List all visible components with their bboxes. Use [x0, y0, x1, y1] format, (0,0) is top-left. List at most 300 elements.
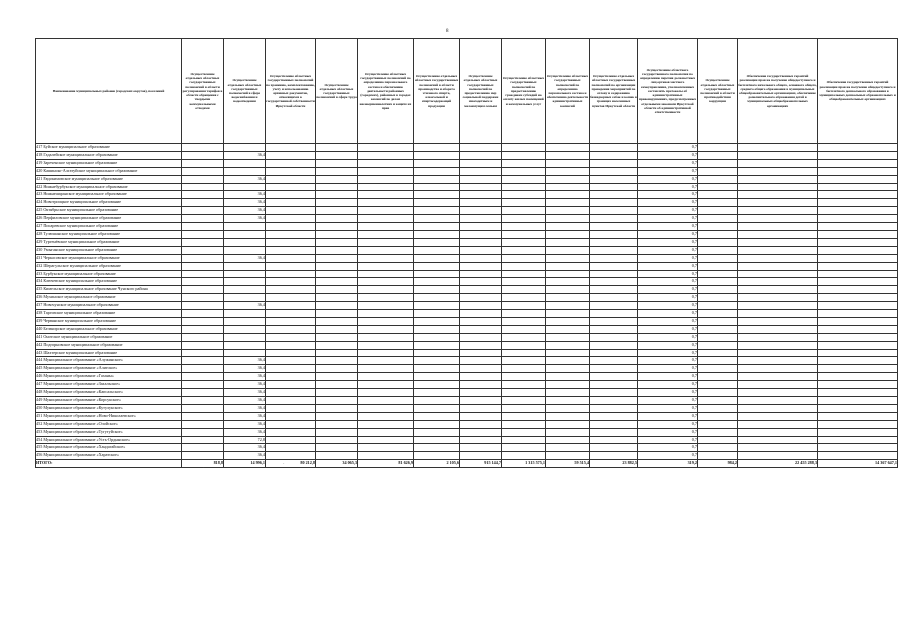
value-cell	[546, 262, 590, 270]
value-cell	[546, 151, 590, 159]
table-row	[36, 310, 898, 318]
row-number: 432	[36, 262, 43, 268]
row-name: Новочунское муниципальное образование	[43, 302, 119, 308]
value-cell	[546, 389, 590, 397]
row-name-cell	[36, 199, 182, 207]
value-cell	[358, 191, 414, 199]
total-value: 984,2	[698, 460, 738, 468]
value-cell: 0,7	[638, 175, 698, 183]
value-cell	[590, 381, 638, 389]
value-cell	[502, 333, 546, 341]
value-cell	[316, 270, 358, 278]
table-row	[36, 159, 898, 167]
value-cell	[546, 310, 590, 318]
value-cell	[738, 246, 818, 254]
value-cell	[738, 278, 818, 286]
value-cell	[266, 199, 316, 207]
value-cell	[698, 404, 738, 412]
value-cell	[358, 223, 414, 231]
value-cell	[590, 215, 638, 223]
row-name: Бельчирское муниципальное образование	[43, 325, 118, 331]
value-cell	[266, 365, 316, 373]
value-cell	[224, 310, 266, 318]
value-cell	[590, 199, 638, 207]
value-cell	[460, 159, 502, 167]
table-row	[36, 333, 898, 341]
value-cell	[502, 262, 546, 270]
value-cell	[698, 199, 738, 207]
value-cell	[502, 254, 546, 262]
value-cell	[502, 151, 546, 159]
value-cell	[182, 215, 224, 223]
value-cell	[316, 159, 358, 167]
table-row	[36, 151, 898, 159]
value-cell	[818, 207, 898, 215]
value-cell	[266, 302, 316, 310]
row-name-cell	[36, 381, 182, 389]
value-cell	[546, 238, 590, 246]
value-cell	[546, 325, 590, 333]
value-cell	[502, 159, 546, 167]
value-cell	[590, 412, 638, 420]
value-cell	[358, 357, 414, 365]
value-cell	[546, 167, 590, 175]
value-cell	[414, 159, 460, 167]
value-cell	[818, 373, 898, 381]
value-cell	[502, 207, 546, 215]
row-name-cell	[36, 373, 182, 381]
value-cell	[818, 167, 898, 175]
value-cell	[316, 325, 358, 333]
value-cell	[224, 230, 266, 238]
row-number: 434	[36, 278, 43, 284]
row-number: 433	[36, 270, 43, 276]
value-cell	[546, 223, 590, 231]
table-row	[36, 167, 898, 175]
value-cell	[316, 191, 358, 199]
value-cell	[590, 357, 638, 365]
row-name-cell	[36, 412, 182, 420]
value-cell	[224, 278, 266, 286]
row-number: 450	[36, 404, 43, 410]
subvention-table	[35, 38, 898, 468]
value-cell	[818, 151, 898, 159]
value-cell	[460, 175, 502, 183]
value-cell	[460, 278, 502, 286]
value-cell	[818, 254, 898, 262]
value-cell	[358, 230, 414, 238]
value-cell	[182, 373, 224, 381]
value-cell	[698, 159, 738, 167]
value-cell: 0,7	[638, 191, 698, 199]
header-cell: Осуществление отдельных областных государственных полномочий в сфере водоснабжения и водоотведения	[224, 39, 266, 144]
row-name: Черкасовское муниципальное образование	[43, 254, 120, 260]
value-cell	[590, 262, 638, 270]
value-cell	[182, 404, 224, 412]
header-cell: Осуществление отдельных областных государственных полномочий в области производства и оборота этилового спирта, алкогольной и спиртосодержащей продукции	[414, 39, 460, 144]
row-name: Перфиловское муниципальное образование	[43, 215, 122, 221]
value-cell	[182, 412, 224, 420]
value-cell	[546, 412, 590, 420]
value-cell	[818, 215, 898, 223]
value-cell	[414, 428, 460, 436]
value-cell	[460, 238, 502, 246]
value-cell	[698, 270, 738, 278]
value-cell	[738, 207, 818, 215]
value-cell	[738, 420, 818, 428]
value-cell: 0,7	[638, 365, 698, 373]
value-cell	[224, 183, 266, 191]
table-row	[36, 381, 898, 389]
value-cell	[316, 207, 358, 215]
header-cell: Осуществление областных государственных полномочий по определению персонального состава и обеспечению деятельности районных (городских), районных в городах комиссий по делам несовершеннолетних и защите их прав	[358, 39, 414, 144]
value-cell	[818, 397, 898, 405]
total-label: ИТОГО:	[36, 460, 182, 468]
value-cell	[414, 325, 460, 333]
row-name: Муниципальное образование «Корсукское»	[43, 397, 121, 402]
value-cell	[590, 310, 638, 318]
value-cell	[502, 412, 546, 420]
value-cell	[358, 389, 414, 397]
value-cell	[414, 302, 460, 310]
value-cell	[546, 144, 590, 152]
value-cell	[590, 365, 638, 373]
value-cell	[358, 452, 414, 460]
value-cell	[460, 191, 502, 199]
value-cell	[266, 286, 316, 294]
value-cell	[590, 238, 638, 246]
value-cell	[182, 278, 224, 286]
value-cell	[590, 230, 638, 238]
value-cell	[818, 420, 898, 428]
value-cell	[738, 294, 818, 302]
value-cell	[590, 341, 638, 349]
value-cell	[502, 302, 546, 310]
header-cell: Осуществление отдельных областных государственных полномочий по организации проведения мероприятий по отлову и содержанию безнадзорных собак и кошек в границах населенных пунктов Иркутской области	[590, 39, 638, 144]
value-cell	[358, 325, 414, 333]
value-cell	[818, 144, 898, 152]
table-row	[36, 452, 898, 460]
value-cell	[818, 183, 898, 191]
value-cell: 36,4	[224, 452, 266, 460]
value-cell: 0,7	[638, 428, 698, 436]
value-cell	[460, 262, 502, 270]
value-cell	[414, 254, 460, 262]
value-cell	[266, 389, 316, 397]
value-cell	[358, 159, 414, 167]
value-cell	[460, 317, 502, 325]
row-name: Червянское муниципальное образование	[43, 317, 116, 323]
value-cell: 36,4	[224, 381, 266, 389]
value-cell	[818, 270, 898, 278]
row-number: 439	[36, 317, 43, 323]
row-name: Писаревское муниципальное образование	[43, 223, 119, 229]
row-name-cell	[36, 230, 182, 238]
value-cell	[414, 167, 460, 175]
value-cell	[414, 294, 460, 302]
value-cell	[546, 230, 590, 238]
value-cell	[546, 246, 590, 254]
value-cell: 0,7	[638, 302, 698, 310]
table-row	[36, 278, 898, 286]
value-cell	[414, 238, 460, 246]
value-cell: 0,7	[638, 404, 698, 412]
value-cell	[460, 183, 502, 191]
value-cell	[358, 207, 414, 215]
value-cell: 36,4	[224, 199, 266, 207]
value-cell: 0,7	[638, 167, 698, 175]
value-cell	[414, 436, 460, 444]
value-cell	[460, 151, 502, 159]
value-cell	[182, 238, 224, 246]
row-name: Буйское муниципальное образование	[43, 144, 110, 149]
value-cell	[316, 428, 358, 436]
value-cell	[818, 436, 898, 444]
value-cell: 0,7	[638, 207, 698, 215]
value-cell	[316, 238, 358, 246]
value-cell	[266, 420, 316, 428]
row-name: Муниципальное образование «Захальское»	[43, 381, 121, 387]
row-name-cell	[36, 317, 182, 325]
value-cell	[546, 270, 590, 278]
value-cell	[698, 365, 738, 373]
value-cell	[224, 349, 266, 357]
value-cell	[738, 373, 818, 381]
value-cell	[590, 191, 638, 199]
value-cell	[590, 223, 638, 231]
value-cell	[502, 310, 546, 318]
value-cell	[698, 310, 738, 318]
row-number: 436	[36, 294, 43, 300]
value-cell	[266, 191, 316, 199]
value-cell	[818, 357, 898, 365]
value-cell	[502, 357, 546, 365]
value-cell: 0,7	[638, 317, 698, 325]
value-cell	[738, 302, 818, 310]
value-cell	[266, 317, 316, 325]
value-cell	[266, 151, 316, 159]
row-name-cell	[36, 191, 182, 199]
value-cell	[182, 381, 224, 389]
value-cell	[818, 444, 898, 452]
value-cell	[316, 349, 358, 357]
value-cell	[818, 333, 898, 341]
value-cell	[738, 325, 818, 333]
value-cell	[502, 144, 546, 152]
value-cell	[502, 452, 546, 460]
value-cell	[460, 310, 502, 318]
value-cell	[182, 294, 224, 302]
value-cell: 36,4	[224, 302, 266, 310]
value-cell	[546, 333, 590, 341]
table-row	[36, 412, 898, 420]
table-row	[36, 349, 898, 357]
value-cell	[738, 436, 818, 444]
value-cell	[738, 183, 818, 191]
header-cell: Осуществление отдельных областных государственных полномочий по предоставлению мер социальной поддержки многодетным и малоимущим семьям	[460, 39, 502, 144]
value-cell	[316, 389, 358, 397]
value-cell	[460, 341, 502, 349]
value-cell	[698, 397, 738, 405]
header-cell: Обеспечение государственных гарантий реализации прав на получение общедоступного и бесплатного начального общего, основного общего, среднего общего образования в муниципальных общеобразовательных организациях, обеспечение дополнительного образования детей в муниципальных общеобразовательных организациях	[738, 39, 818, 144]
value-cell	[698, 151, 738, 159]
value-cell	[182, 254, 224, 262]
value-cell	[546, 420, 590, 428]
value-cell	[546, 159, 590, 167]
value-cell: 36,4	[224, 215, 266, 223]
value-cell	[182, 286, 224, 294]
value-cell	[414, 420, 460, 428]
value-cell	[266, 444, 316, 452]
value-cell	[502, 286, 546, 294]
value-cell	[738, 151, 818, 159]
value-cell	[266, 412, 316, 420]
row-number: 435	[36, 286, 43, 292]
value-cell: 36,4	[224, 207, 266, 215]
value-cell	[460, 215, 502, 223]
value-cell	[414, 144, 460, 152]
total-value: 818,8	[182, 460, 224, 468]
value-cell	[546, 436, 590, 444]
value-cell	[502, 238, 546, 246]
value-cell	[738, 238, 818, 246]
value-cell	[738, 167, 818, 175]
row-name: Бурбукское муниципальное образование	[43, 270, 116, 276]
value-cell	[698, 278, 738, 286]
value-cell	[818, 223, 898, 231]
value-cell	[590, 167, 638, 175]
value-cell	[266, 215, 316, 223]
value-cell	[414, 333, 460, 341]
row-name: Новотроицкое муниципальное образование	[43, 199, 122, 205]
value-cell	[502, 278, 546, 286]
value-cell	[502, 270, 546, 278]
value-cell	[460, 381, 502, 389]
table-row	[36, 428, 898, 436]
row-name: Муниципальное образование «Усть-Ордынское»	[43, 436, 131, 442]
table-row	[36, 341, 898, 349]
value-cell	[738, 412, 818, 420]
row-name-cell	[36, 175, 182, 183]
value-cell	[460, 199, 502, 207]
value-cell	[698, 246, 738, 254]
value-cell	[698, 286, 738, 294]
value-cell	[358, 412, 414, 420]
value-cell	[546, 404, 590, 412]
value-cell	[590, 428, 638, 436]
value-cell	[738, 404, 818, 412]
value-cell	[460, 420, 502, 428]
value-cell	[546, 373, 590, 381]
row-name-cell	[36, 357, 182, 365]
value-cell	[414, 223, 460, 231]
value-cell	[182, 144, 224, 152]
value-cell: 36,4	[224, 254, 266, 262]
row-name-cell	[36, 270, 182, 278]
value-cell	[224, 286, 266, 294]
value-cell: 72,8	[224, 436, 266, 444]
value-cell	[316, 397, 358, 405]
value-cell	[266, 436, 316, 444]
total-value: 1 315 575,1	[502, 460, 546, 468]
value-cell	[818, 286, 898, 294]
value-cell	[358, 436, 414, 444]
value-cell	[224, 223, 266, 231]
row-number: 441	[36, 333, 43, 339]
total-value: 14 367 647,1	[818, 460, 898, 468]
value-cell	[590, 373, 638, 381]
value-cell	[502, 349, 546, 357]
value-cell	[818, 349, 898, 357]
value-cell: 36,4	[224, 404, 266, 412]
row-name-cell	[36, 365, 182, 373]
value-cell: 0,7	[638, 238, 698, 246]
row-number: 423	[36, 191, 43, 197]
row-name: Муниципальное образование «Кутулукское»	[43, 404, 123, 410]
value-cell	[590, 444, 638, 452]
row-name: Муниципальное образование «Капсальское»	[43, 389, 123, 395]
value-cell: 0,7	[638, 357, 698, 365]
row-name-cell	[36, 420, 182, 428]
value-cell	[738, 397, 818, 405]
value-cell	[182, 183, 224, 191]
value-cell	[414, 341, 460, 349]
value-cell	[316, 151, 358, 159]
value-cell: 0,7	[638, 270, 698, 278]
value-cell	[316, 199, 358, 207]
row-number: 437	[36, 302, 43, 308]
value-cell	[182, 246, 224, 254]
value-cell	[818, 365, 898, 373]
value-cell	[590, 207, 638, 215]
row-name: Евдокимовское муниципальное образование	[43, 175, 123, 181]
table-row	[36, 183, 898, 191]
value-cell	[738, 333, 818, 341]
value-cell	[316, 341, 358, 349]
value-cell	[590, 286, 638, 294]
value-cell	[414, 175, 460, 183]
row-number: 420	[36, 167, 43, 173]
value-cell: 36,4	[224, 412, 266, 420]
table-row	[36, 246, 898, 254]
value-cell	[358, 183, 414, 191]
value-cell: 0,7	[638, 144, 698, 152]
value-cell	[358, 397, 414, 405]
value-cell	[698, 436, 738, 444]
value-cell	[358, 381, 414, 389]
value-cell	[590, 325, 638, 333]
value-cell	[738, 223, 818, 231]
table-row	[36, 270, 898, 278]
row-name-cell	[36, 452, 182, 460]
value-cell	[818, 389, 898, 397]
value-cell	[414, 412, 460, 420]
value-cell	[266, 428, 316, 436]
table-row	[36, 199, 898, 207]
value-cell	[738, 175, 818, 183]
table-row	[36, 191, 898, 199]
value-cell	[738, 199, 818, 207]
value-cell	[224, 325, 266, 333]
table-row	[36, 444, 898, 452]
value-cell	[460, 325, 502, 333]
value-cell	[698, 175, 738, 183]
value-cell	[818, 278, 898, 286]
value-cell	[316, 444, 358, 452]
row-name-cell	[36, 302, 182, 310]
value-cell: 0,7	[638, 341, 698, 349]
value-cell: 0,7	[638, 444, 698, 452]
